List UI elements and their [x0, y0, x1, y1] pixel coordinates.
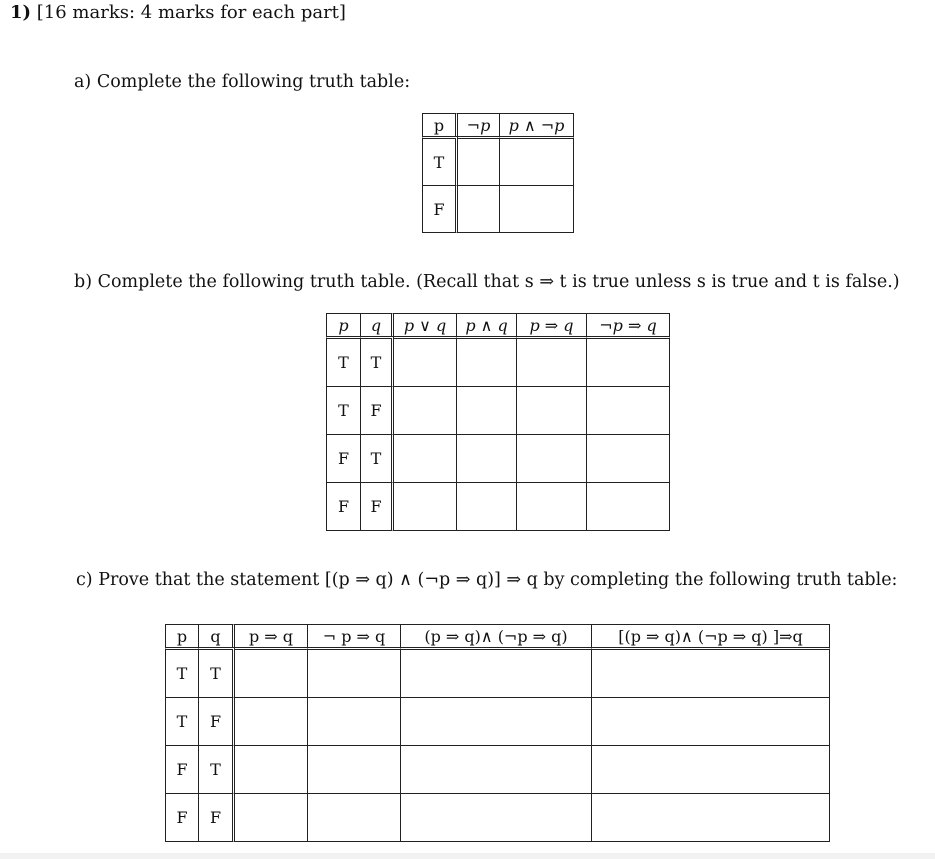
answer-cell[interactable] — [592, 697, 830, 745]
answer-cell[interactable] — [592, 647, 830, 697]
answer-cell[interactable] — [500, 136, 574, 185]
table-row — [165, 697, 830, 745]
table-row — [326, 386, 670, 434]
part-b-label: b) — [74, 272, 93, 292]
answer-cell[interactable] — [235, 745, 308, 793]
header-cell: p ∧ ¬p — [500, 113, 574, 136]
answer-cell[interactable] — [458, 136, 500, 185]
answer-cell[interactable] — [401, 793, 592, 842]
header-cell: p ∧ q — [457, 313, 517, 336]
header-cell: ¬p — [458, 113, 500, 136]
value-cell: T — [199, 647, 235, 697]
answer-cell[interactable] — [517, 482, 587, 531]
part-b-truth-table — [326, 313, 670, 531]
table-header-row — [326, 313, 670, 336]
value-cell: F — [326, 434, 361, 482]
answer-cell[interactable] — [457, 434, 517, 482]
part-b-instruction — [74, 272, 900, 292]
answer-cell[interactable] — [394, 482, 457, 531]
header-cell: (p ⇒ q)∧ (¬p ⇒ q) — [401, 624, 592, 647]
header-cell: p — [165, 624, 199, 647]
value-cell: T — [165, 647, 199, 697]
value-cell: F — [326, 482, 361, 531]
table-header-row — [422, 113, 574, 136]
value-cell: T — [361, 434, 394, 482]
header-cell: p ∨ q — [394, 313, 457, 336]
value-cell: F — [165, 793, 199, 842]
part-a-text: Complete the following truth table: — [96, 72, 411, 92]
table-row — [422, 185, 574, 233]
answer-cell[interactable] — [517, 434, 587, 482]
answer-cell[interactable] — [457, 386, 517, 434]
header-cell: q — [199, 624, 235, 647]
answer-cell[interactable] — [517, 336, 587, 386]
header-cell: ¬ p ⇒ q — [308, 624, 401, 647]
answer-cell[interactable] — [235, 647, 308, 697]
answer-cell[interactable] — [235, 793, 308, 842]
part-c-truth-table — [165, 624, 830, 842]
header-cell: [(p ⇒ q)∧ (¬p ⇒ q) ]⇒q — [592, 624, 830, 647]
part-a-truth-table — [422, 113, 574, 233]
value-cell: T — [326, 386, 361, 434]
table-header-row — [165, 624, 830, 647]
value-cell: F — [422, 185, 458, 233]
question-marks: [16 marks: 4 marks for each part] — [36, 2, 346, 23]
header-cell: p — [326, 313, 361, 336]
table-row — [165, 745, 830, 793]
value-cell: F — [199, 793, 235, 842]
value-cell: T — [199, 745, 235, 793]
table-row — [165, 793, 830, 842]
value-cell: F — [165, 745, 199, 793]
header-cell: p ⇒ q — [235, 624, 308, 647]
value-cell: T — [326, 336, 361, 386]
table-row — [326, 336, 670, 386]
table-row — [326, 482, 670, 531]
question-number: 1) — [10, 2, 32, 23]
value-cell: T — [422, 136, 458, 185]
header-cell: q — [361, 313, 394, 336]
answer-cell[interactable] — [394, 336, 457, 386]
answer-cell[interactable] — [394, 434, 457, 482]
answer-cell[interactable] — [457, 482, 517, 531]
answer-cell[interactable] — [308, 647, 401, 697]
value-cell: F — [199, 697, 235, 745]
part-a-instruction — [74, 72, 410, 92]
part-c-instruction — [76, 570, 897, 590]
value-cell: T — [361, 336, 394, 386]
answer-cell[interactable] — [587, 434, 670, 482]
answer-cell[interactable] — [458, 185, 500, 233]
answer-cell[interactable] — [592, 745, 830, 793]
answer-cell[interactable] — [587, 386, 670, 434]
value-cell: T — [165, 697, 199, 745]
answer-cell[interactable] — [308, 745, 401, 793]
answer-cell[interactable] — [401, 647, 592, 697]
value-cell: F — [361, 482, 394, 531]
answer-cell[interactable] — [587, 336, 670, 386]
part-c-text: Prove that the statement [(p ⇒ q) ∧ (¬p ⇒ q)] ⇒ q by completing the following truth table: — [98, 570, 898, 590]
header-cell: ¬p ⇒ q — [587, 313, 670, 336]
answer-cell[interactable] — [592, 793, 830, 842]
answer-cell[interactable] — [587, 482, 670, 531]
answer-cell[interactable] — [394, 386, 457, 434]
answer-cell[interactable] — [500, 185, 574, 233]
part-b-text: Complete the following truth table. (Recall that s ⇒ t is true unless s is true and t is false.) — [97, 272, 900, 292]
answer-cell[interactable] — [235, 697, 308, 745]
answer-cell[interactable] — [517, 386, 587, 434]
value-cell: F — [361, 386, 394, 434]
header-cell: p — [422, 113, 458, 136]
part-c-label: c) — [76, 570, 93, 590]
question-header — [10, 2, 346, 23]
table-row — [165, 647, 830, 697]
answer-cell[interactable] — [457, 336, 517, 386]
answer-cell[interactable] — [308, 697, 401, 745]
table-row — [326, 434, 670, 482]
answer-cell[interactable] — [308, 793, 401, 842]
page-bottom-edge — [0, 853, 935, 859]
header-cell: p ⇒ q — [517, 313, 587, 336]
part-a-label: a) — [74, 72, 92, 92]
table-row — [422, 136, 574, 185]
answer-cell[interactable] — [401, 697, 592, 745]
answer-cell[interactable] — [401, 745, 592, 793]
